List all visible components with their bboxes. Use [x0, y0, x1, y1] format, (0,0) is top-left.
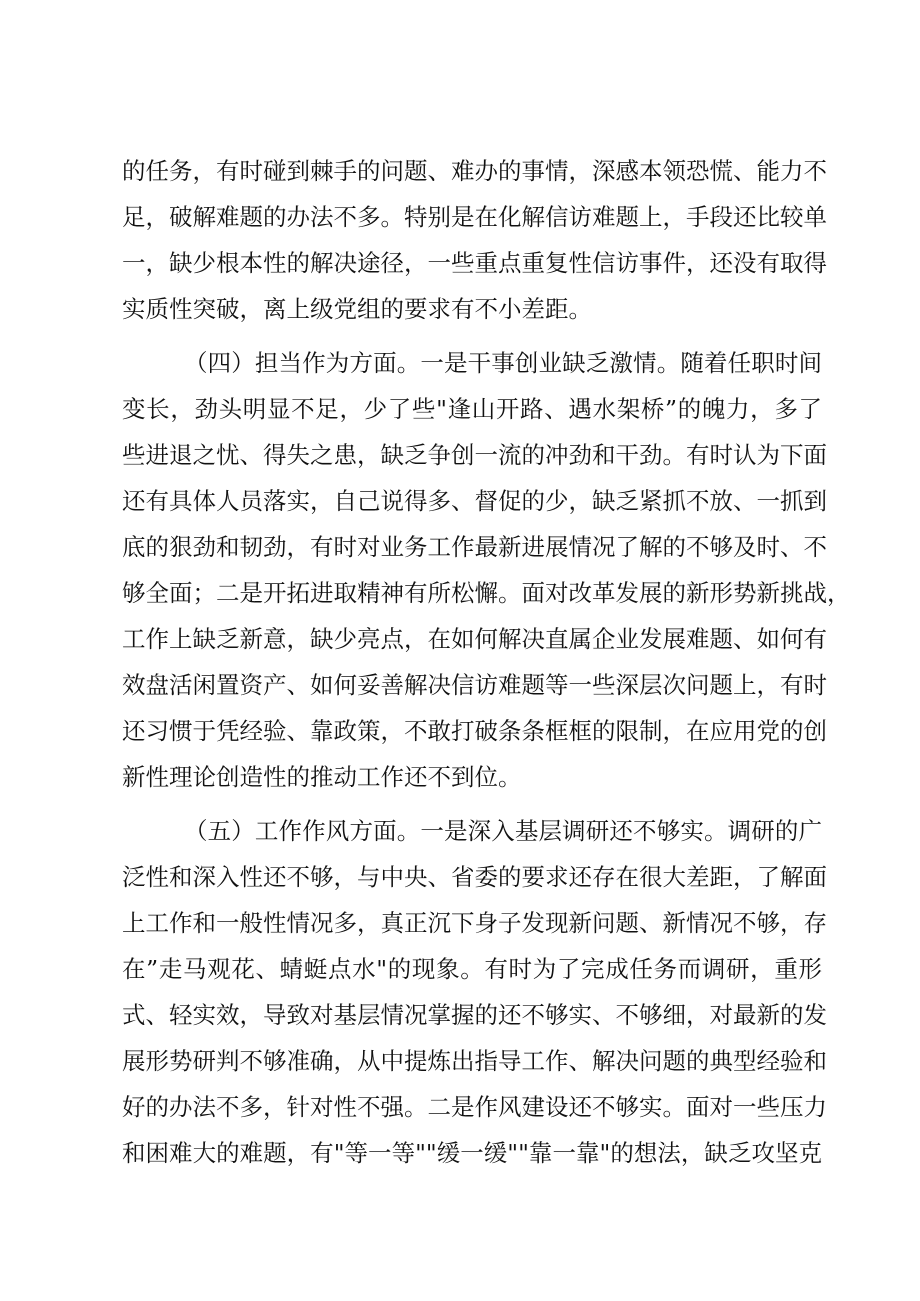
text-line: 足，破解难题的办法不多。特别是在化解信访难题上，手段还比较单 [122, 203, 827, 231]
text-line: 些进退之忧、得失之患，缺乏争创一流的冲劲和干劲。有时认为下面 [122, 441, 827, 469]
paragraph-continuation [122, 148, 827, 332]
paragraph-section-four [122, 340, 851, 800]
text-line: 泛性和深入性还不够，与中央、省委的要求还存在很大差距，了解面 [122, 863, 827, 891]
text-line: 新性理论创造性的推动工作还不到位。 [122, 763, 522, 791]
text-line: 式、轻实效，导致对基层情况掌握的还不够实、不够细，对最新的发 [122, 1001, 827, 1029]
document-body [122, 148, 851, 1176]
paragraph-section-five [122, 808, 827, 1176]
text-line: 一，缺少根本性的解决途径，一些重点重复性信访事件，还没有取得 [122, 249, 827, 277]
text-line: 在”走马观花、蜻蜓点水"的现象。有时为了完成任务而调研，重形 [122, 955, 822, 983]
text-line: 展形势研判不够准确，从中提炼出指导工作、解决问题的典型经验和 [122, 1047, 827, 1075]
text-line: 够全面；二是开拓进取精神有所松懈。面对改革发展的新形势新挑战， [122, 579, 851, 607]
text-line: 还有具体人员落实，自己说得多、督促的少，缺乏紧抓不放、一抓到 [122, 487, 827, 515]
text-line: 效盘活闲置资产、如何妥善解决信访难题等一些深层次问题上，有时 [122, 671, 827, 699]
text-line: 实质性突破，离上级党组的要求有不小差距。 [122, 295, 592, 323]
text-line: 工作上缺乏新意，缺少亮点，在如何解决直属企业发展难题、如何有 [122, 625, 827, 653]
text-line: 还习惯于凭经验、靠政策，不敢打破条条框框的限制，在应用党的创 [122, 717, 827, 745]
text-line: 的任务，有时碰到棘手的问题、难办的事情，深感本领恐慌、能力不 [122, 157, 827, 185]
text-line: 和困难大的难题，有"等一等""缓一缓""靠一靠"的想法，缺乏攻坚克 [122, 1139, 822, 1167]
text-line: 好的办法不多，针对性不强。二是作风建设还不够实。面对一些压力 [122, 1093, 827, 1121]
text-line: 底的狠劲和韧劲，有时对业务工作最新进展情况了解的不够及时、不 [122, 533, 827, 561]
text-line: （四）担当作为方面。一是干事创业缺乏激情。随着任职时间 [184, 349, 822, 377]
text-line: 变长，劲头明显不足，少了些"逢山开路、遇水架桥”的魄力，多了 [122, 395, 822, 423]
text-line: 上工作和一般性情况多，真正沉下身子发现新问题、新情况不够，存 [122, 909, 827, 937]
text-line: （五）工作作风方面。一是深入基层调研还不够实。调研的广 [184, 817, 822, 845]
